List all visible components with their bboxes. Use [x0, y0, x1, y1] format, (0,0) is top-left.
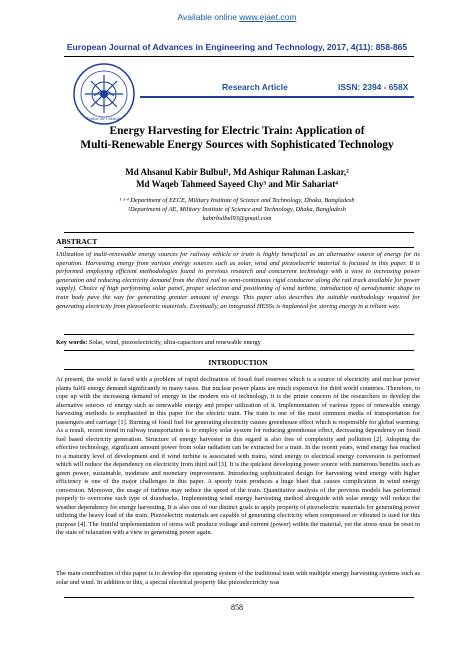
- journal-citation: European Journal of Advances in Engineering and Technology, 2017, 4(11): 858-865: [66, 42, 408, 52]
- footer-rule: [64, 597, 414, 598]
- introduction-heading: INTRODUCTION: [208, 358, 268, 367]
- keywords-rule: [64, 334, 414, 335]
- author-email: kabirbulbul93@gmail.com: [202, 215, 272, 222]
- abstract-text: Utilization of multi-renewable energy sources for railway vehicle or train is highly beneficial as an alternative source of energy for its operation. Harvesting energy from various energy sources such as solar, wind and piezoelectric material is focused in this paper. It is performed employing efficient methodologies found in previous research and concurrent technology with a view to increasing power generation and reducing electricity demand from the third rail to semi-continuous rigid conductor along the rail track available for power supply). Choice of high performing solar panel, proper selection and positioning of wind turbine, introduction of aerodynamic shape to train body pave the way for generating greater amount of energy. This paper also describes the suitable methodology required for generating electricity from piezoelectric materials. Eventually, an integrated HESSs is implanted for storing energy in a reliant way.: [56, 251, 420, 310]
- keywords-bottom-rule: [64, 350, 414, 351]
- top-rule: [64, 56, 414, 57]
- paper-title: Energy Harvesting for Electric Train: Application of Multi-Renewable Energy Sources with Sophisticated Technology: [80, 125, 394, 151]
- article-info-band: [140, 82, 418, 96]
- affiliations: ¹ ³ ⁴ Department of EECE, Military Institute of Science and Technology, Dhaka, Bangladesh ²Department of AE, Military Institute of Science and Technology, Dhaka, Bangladesh kabirbulbul93@gmail.com: [40, 196, 434, 223]
- abstract-heading-rule: [64, 247, 414, 248]
- article-type: Research Article: [222, 82, 288, 92]
- logo-caption: Explore the Unknown: [86, 116, 122, 121]
- journal-website-link[interactable]: www.ejaet.com: [239, 12, 297, 22]
- availability-line: Available online www.ejaet.com: [177, 12, 297, 22]
- author-list: Md Ahsanul Kabir Bulbul¹, Md Ashiqur Rahman Laskar,² Md Waqeb Tahmeed Sayeed Chy³ and Mir Sahariat⁴: [125, 167, 349, 189]
- abstract-heading: ABSTRACT: [56, 237, 98, 246]
- keywords: Key words: Solar, wind, piezoelectricity, ultra-capacitors and renewable energy: [56, 339, 261, 346]
- abstract-top-rule: [64, 232, 414, 233]
- introduction-rule: [64, 369, 414, 370]
- page-number: 858: [231, 603, 243, 612]
- issn: ISSN: 2394 - 658X: [338, 82, 409, 92]
- introduction-paragraph-1: At present, the world is faced with a problem of rapid declination of fossil fuel reserves which is a source of electricity and nuclear power plants fulfil energy demand significantly in many cases. But nuclear power plants are much expensive for third world countries. Therefore, to cope up with the increasing demand of energy in the modern era of technology, it is the prime concern of the researchers to develop the alternative sources of energy such as renewable energy and proper utilization of it. Implementation of various types of renewable energy harvesting methods is emphasized in this paper for the electric train. The train is one of the most common media of transportation for passengers and carriage [1]. Burning of fossil fuel for generating electricity causes greenhouse effect which is responsible for global warming. As a result, recent trend in railway transportation is to employ solar system for reducing greenhouse effect, decreasing dependency on fossil fuel based electricity generation. Structure of energy harvester in this regard is also free of complexity and pollution [2]. Adopting the effective technology, significant amount power from solar radiation can be extracted for a train. In the recent years, wind energy has reached to a maturity level of development and if wind turbine is associated with trains, wind energy to electrical energy conversion is performed which will reduce the dependency on electricity from third rail [3]. It is the quickest developing power source with numerous benefits such as green power, sustainable, moderate and monetary improvement. Introducing sophisticated design for harvesting wind energy with higher efficiency is one of the major challenges in this paper. A speedy train produces a huge blast that causes complication in wind energy conversion. Moreover, the usage of turbine may reduce the speed of the train. Quantitative analysis of the previous models has performed properly to overcome such type of drawbacks. Implementing wind energy harvesting method alongside with solar energy will reduce the weather dependency for energy harvesting. It is also one of our distinct goals to apply property of piezoelectric materials for generating power utilizing the heavy load of the train. Piezoelectric materials are capable of generating electricity when compressed or vibrated is used for this purpose [4]. The fruitful implementation of stress will produce voltage and current (power) within the material, yet the stress must be reset in the state of relaxation with a view to generating power again.: [56, 376, 420, 536]
- band-rule: [140, 96, 414, 98]
- introduction-paragraph-2: The main contribution of this paper is to develop the operating system of the traditional train with multiple energy harvesting systems such as solar and wind. In addition to this, a special electrical property like piezoelectricity was: [56, 570, 420, 586]
